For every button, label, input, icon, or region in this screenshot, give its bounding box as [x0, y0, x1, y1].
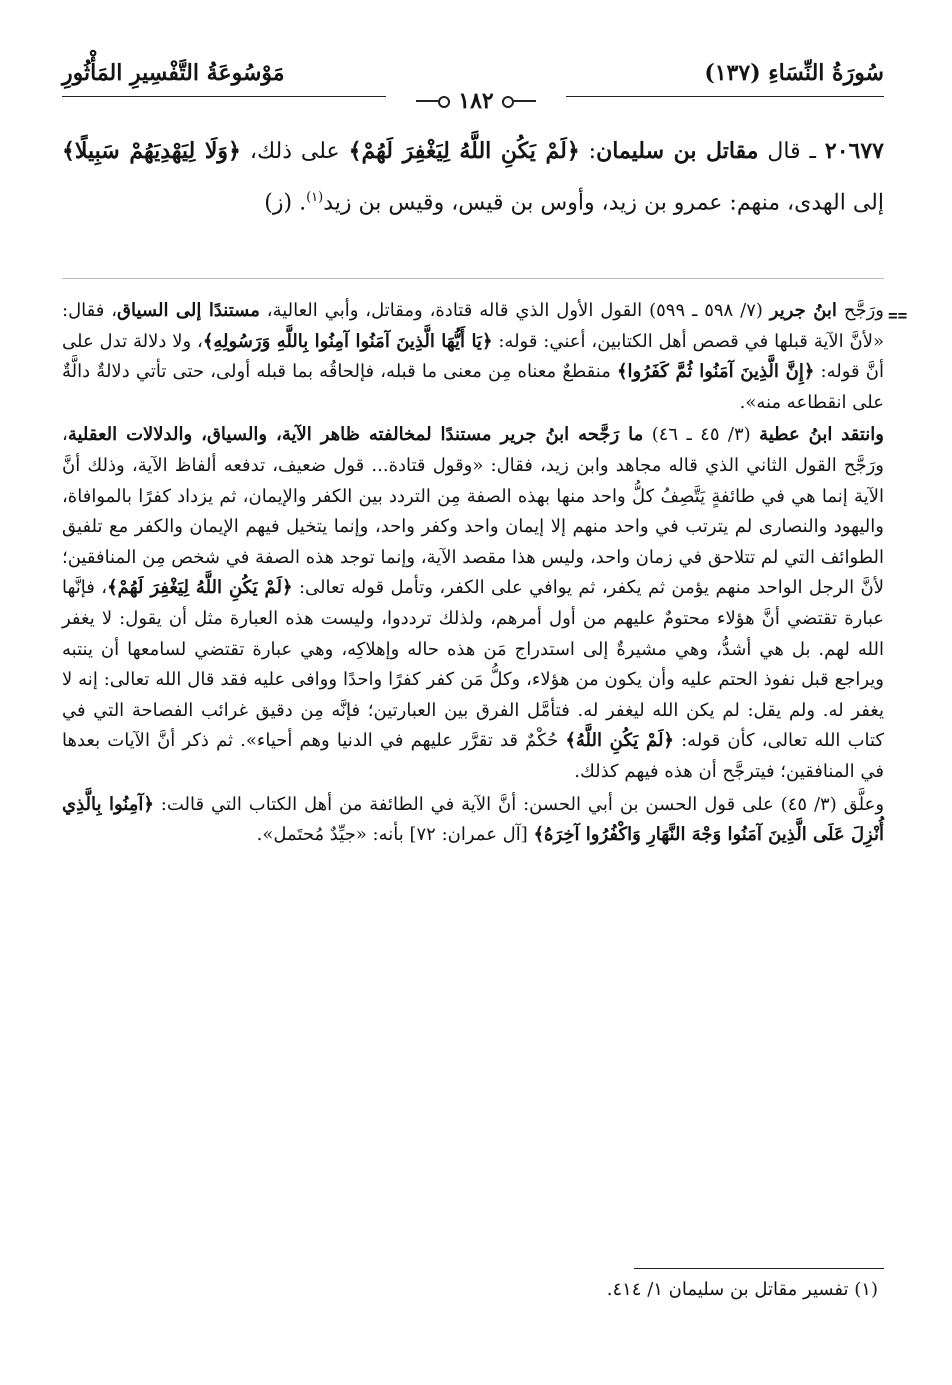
quran-quote: ﴿لَمْ يَكُنِ اللَّهُ﴾ [565, 730, 674, 752]
commentary-text: منقطعٌ معناه مِن معنى ما قبله، فإلحاقُه بما قبله أولى، حتى تأتي دلالةٌ دالَّةٌ على انقطاعه منه». [62, 361, 884, 413]
commentary-text: حُكْمٌ قد تقرَّر عليهم في الدنيا وهم أحياء». ثم ذكر أنَّ الآيات بعدها في المنافقين؛ فيترجَّح أن هذه فيهم كذلك. [62, 730, 884, 782]
quran-quote: ﴿لَمْ يَكُنِ اللَّهُ لِيَغْفِرَ لَهُمْ﴾ [107, 577, 293, 599]
commentary-text: (٧/ ٥٩٨ ـ ٥٩٩) القول الأول الذي قاله قتادة، ومقاتل، وأبي العالية، [259, 300, 770, 321]
footnote-ref[interactable]: (١) [306, 190, 324, 205]
hadith-entry [62, 128, 884, 226]
hadith-number: ٢٠٦٧٧ [824, 138, 884, 164]
commentary-text: ، فقال: «لأنَّ الآية قبلها في قصص أهل الكتابين، أعني: قوله: [62, 300, 885, 352]
commentary-text: وعلَّق (٣/ ٤٥) على قول الحسن بن أبي الحسن: أنَّ الآية في الطائفة من أهل الكتاب التي قالت: [153, 793, 885, 815]
commentary-text: ورَجَّح [836, 300, 884, 321]
commentary-text: (٣/ ٤٥ ـ ٤٦) [643, 424, 760, 446]
quran-quote: ﴿إِنَّ الَّذِينَ آمَنُوا ثُمَّ كَفَرُوا﴾ [617, 361, 815, 383]
quran-quote: ﴿لَمْ يَكُنِ اللَّهُ لِيَغْفِرَ لَهُمْ﴾ [348, 138, 580, 164]
ornament-left-icon [416, 96, 450, 106]
hadith-text: على ذلك، [240, 139, 349, 164]
commentary-paragraph [62, 296, 884, 418]
method-label: ما رَجَّحه ابنُ جرير مستندًا لمخالفته ظاهر الآية، والسياق، والدلالات العقلية [67, 424, 644, 446]
commentary-paragraph [62, 790, 884, 851]
page-number-box [386, 86, 566, 116]
sura-title: سُورَةُ النِّسَاءِ (١٣٧) [704, 60, 884, 86]
commentary-paragraph [62, 420, 884, 787]
hadith-colon: : [579, 139, 597, 164]
scholar-name: وانتقد ابنُ عطية [759, 424, 884, 446]
commentary-text: [آل عمران: ٧٢] بأنه: «جيِّدٌ مُحتَمل». [256, 824, 534, 846]
scholar-name: ابنُ جرير [769, 300, 837, 321]
narrator-name: مقاتل بن سليمان [596, 138, 759, 164]
footnote-rule [634, 1268, 884, 1269]
page-number: ١٨٢ [458, 88, 494, 114]
quran-quote: ﴿وَلَا لِيَهْدِيَهُمْ سَبِيلًا﴾ [62, 138, 241, 164]
commentary-text: ، ورَجَّح القول الثاني الذي قاله مجاهد وابن زيد، فقال: «وقول قتادة... قول ضعيف، تدفعه ألفاظ الآية، وذلك أنَّ الآية إنما هي في طائفةٍ يَتَّصِفُ كلُّ واحد منها بهذه الصفة مِن التردد بين الكفر والإيمان، ثم يزداد كفرًا بالموافاة، واليهود والنصارى لم يترتب في واحد منهم إلا إيمان واحد وكفر واحد، وإنما يتخيل فيهم الإيمان والكفر مع تلفيق الطوائف التي لم تتلاحق في زمان واحد، وليس هذا مقصد الآية، وإنما توجد هذه الصفة في شخص مِن المنافقين؛ لأنَّ الرجل الواحد منهم يؤمن ثم يكفر، ثم يوافي على الكفر، وتأمل قوله تعالى: [62, 424, 884, 599]
hadith-text: إلى الهدى، منهم: عمرو بن زيد، وأوس بن قيس، وقيس بن زيد [323, 190, 884, 216]
source-code: . (ز) [264, 190, 307, 216]
commentary [62, 296, 884, 853]
method-label: مستندًا إلى السياق [117, 300, 260, 321]
continuation-marker: == [888, 306, 908, 325]
hadith-intro: ـ قال [758, 139, 825, 164]
ornament-right-icon [502, 96, 536, 106]
footnote: (١) تفسير مقاتل بن سليمان ١/ ٤١٤. [606, 1279, 878, 1300]
quran-quote: ﴿يَا أَيُّهَا الَّذِينَ آمَنُوا آمِنُوا بِاللَّهِ وَرَسُولِهِ﴾ [202, 330, 493, 352]
series-title: مَوْسُوعَةُ التَّفْسِيرِ المَأْثُورِ [62, 60, 285, 86]
commentary-text: ، ولا دلالة تدل على أنَّ قوله: [62, 330, 884, 383]
quran-quote: ﴿آمِنُوا بِالَّذِي أُنْزِلَ عَلَى الَّذِينَ آمَنُوا وَجْهَ النَّهَارِ وَاكْفُرُوا آخِرَهُ﴾ [62, 793, 884, 846]
section-divider [62, 278, 884, 279]
commentary-text: ، فإنَّها عبارة تقتضي أنَّ هؤلاء محتومٌ عليهم من أول أمرهم، ولذلك ترددوا، وليست هذه العبارة مثل أن يقول: لا يغفر الله لهم. بل هي أشدُّ، وهي مشيرةٌ إلى استدراج مَن هذه حاله وإهلاكِه، وهي عبارة تقتضي لسامعها أن ينتبه ويراجع قبل نفوذ الحتم عليه وأن يكون من هؤلاء، وكلُّ مَن كفر كفرًا واحدًا ووافى عليه فقد قال الله تعالى: إنه لا يغفر له. ولم يقل: لم يكن الله ليغفر له. فتأمَّل الفرق بين العبارتين؛ فإنَّه مِن دقيق غرائب الفصاحة التي في كتاب الله تعالى، كأن قوله: [62, 577, 884, 752]
